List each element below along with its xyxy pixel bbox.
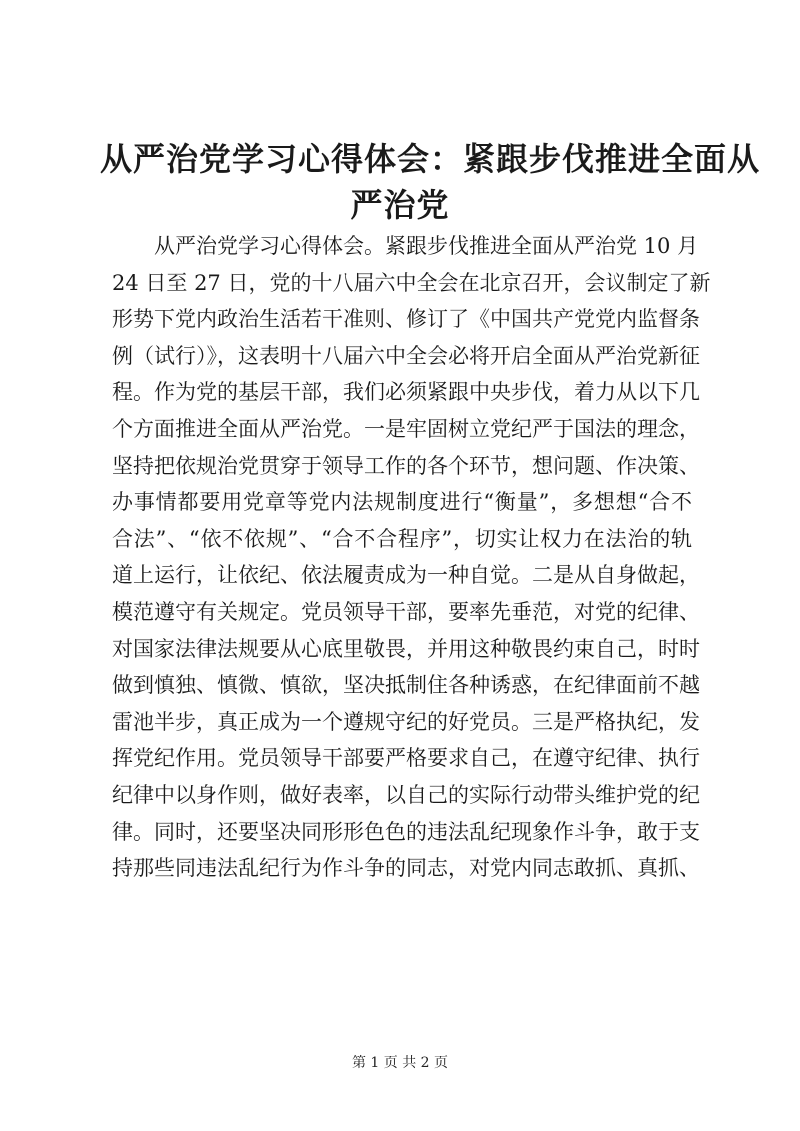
page-footer: 第 1 页 共 2 页 bbox=[351, 1055, 449, 1071]
body-line: 挥党纪作用。党员领导干部要严格要求自己，在遵守纪律、执行 bbox=[112, 746, 700, 771]
body-line: 合法”、“依不依规”、“合不合程序”，切实让权力在法治的轨 bbox=[112, 526, 692, 551]
body-line: 道上运行，让依纪、依法履责成为一种自觉。二是从自身做起， bbox=[112, 563, 700, 588]
body-line: 从严治党学习心得体会。紧跟步伐推进全面从严治党 10 月 bbox=[154, 234, 699, 258]
body-line: 形势下党内政治生活若干准则、修订了《中国共产党党内监督条 bbox=[112, 307, 700, 332]
body-line: 个方面推进全面从严治党。一是牢固树立党纪严于国法的理念， bbox=[112, 416, 700, 441]
body-line: 对国家法律法规要从心底里敬畏，并用这种敬畏约束自己，时时 bbox=[112, 636, 700, 661]
body-line: 程。作为党的基层干部，我们必须紧跟中央步伐，着力从以下几 bbox=[112, 380, 700, 405]
body-line: 模范遵守有关规定。党员领导干部，要率先垂范，对党的纪律、 bbox=[112, 599, 700, 624]
title-line: 严治党 bbox=[350, 186, 450, 224]
body-line: 24 日至 27 日，党的十八届六中全会在北京召开，会议制定了新 bbox=[112, 270, 711, 295]
body-line: 坚持把依规治党贯穿于领导工作的各个环节，想问题、作决策、 bbox=[112, 453, 700, 478]
body-line: 纪律中以身作则，做好表率，以自己的实际行动带头维护党的纪 bbox=[112, 782, 700, 807]
body-line: 例（试行）》，这表明十八届六中全会必将开启全面从严治党新征 bbox=[112, 343, 700, 368]
body-line: 持那些同违法乱纪行为作斗争的同志，对党内同志敢抓、真抓、 bbox=[112, 856, 700, 881]
body-paragraph bbox=[112, 228, 711, 887]
body-line: 律。同时，还要坚决同形形色色的违法乱纪现象作斗争，敢于支 bbox=[112, 819, 700, 844]
title-line: 从严治党学习心得体会：紧跟步伐推进全面从 bbox=[100, 140, 761, 178]
body-line: 做到慎独、慎微、慎欲，坚决抵制住各种诱惑，在纪律面前不越 bbox=[112, 673, 700, 698]
body-line: 雷池半步，真正成为一个遵规守纪的好党员。三是严格执纪，发 bbox=[112, 709, 700, 734]
body-line: 办事情都要用党章等党内法规制度进行“衡量”，多想想“合不 bbox=[112, 490, 692, 515]
document-title bbox=[100, 136, 761, 228]
